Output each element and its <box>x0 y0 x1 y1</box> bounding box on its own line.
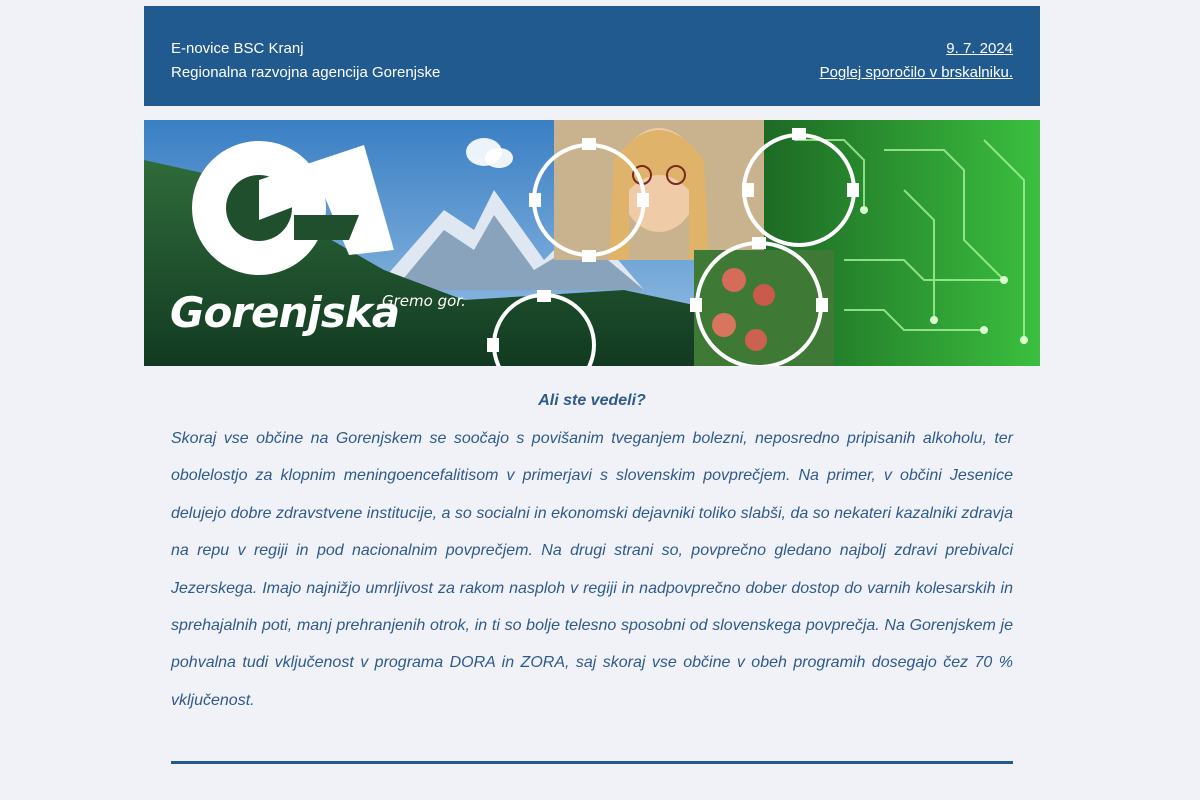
date-link[interactable]: 9. 7. 2024 <box>946 40 1013 57</box>
article <box>144 366 1040 719</box>
banner-image <box>144 120 1040 366</box>
section-divider <box>171 761 1013 764</box>
article-heading: Ali ste vedeli? <box>538 392 646 409</box>
banner-brand: Gorenjska <box>170 288 400 337</box>
newsletter-title: E-novice BSC Kranj <box>171 40 304 57</box>
view-in-browser-link[interactable]: Poglej sporočilo v brskalniku. <box>819 64 1013 81</box>
header-left <box>171 37 440 85</box>
article-body: Skoraj vse občine na Gorenjskem se soočajo s povišanim tveganjem bolezni, neposredno pripisanih alkoholu, ter obolelostjo za klopnim meningoencefalitisom v primerjavi s slovenskim povprečjem. Na primer, v občini Jesenice delujejo dobre zdravstvene institucije, a so socialni in ekonomski dejavniki toliko slabši, da so nekateri kazalniki zdravja na repu v regiji in pod nacionalnim povprečjem. Na drugi strani so, povprečno gledano najbolj zdravi prebivalci Jezerskega. Imajo najnižjo umrljivost za rakom nasploh v regiji in nadpovprečno dober dostop do varnih kolesarskih in sprehajalnih poti, manj prehranjenih otrok, in ti so bolje telesno sposobni od slovenskega povprečja. Na Gorenjskem je pohvalna tudi vključenost v programa DORA in ZORA, saj skoraj vse občine v obeh programih dosegajo čez 70 % vključenost. <box>171 430 1013 709</box>
newsletter-subtitle: Regionalna razvojna agencija Gorenjske <box>171 64 441 81</box>
newsletter-header <box>144 6 1040 106</box>
newsletter <box>144 6 1040 764</box>
header-right <box>820 37 1013 85</box>
banner-slogan: Gremo gor. <box>382 292 466 310</box>
